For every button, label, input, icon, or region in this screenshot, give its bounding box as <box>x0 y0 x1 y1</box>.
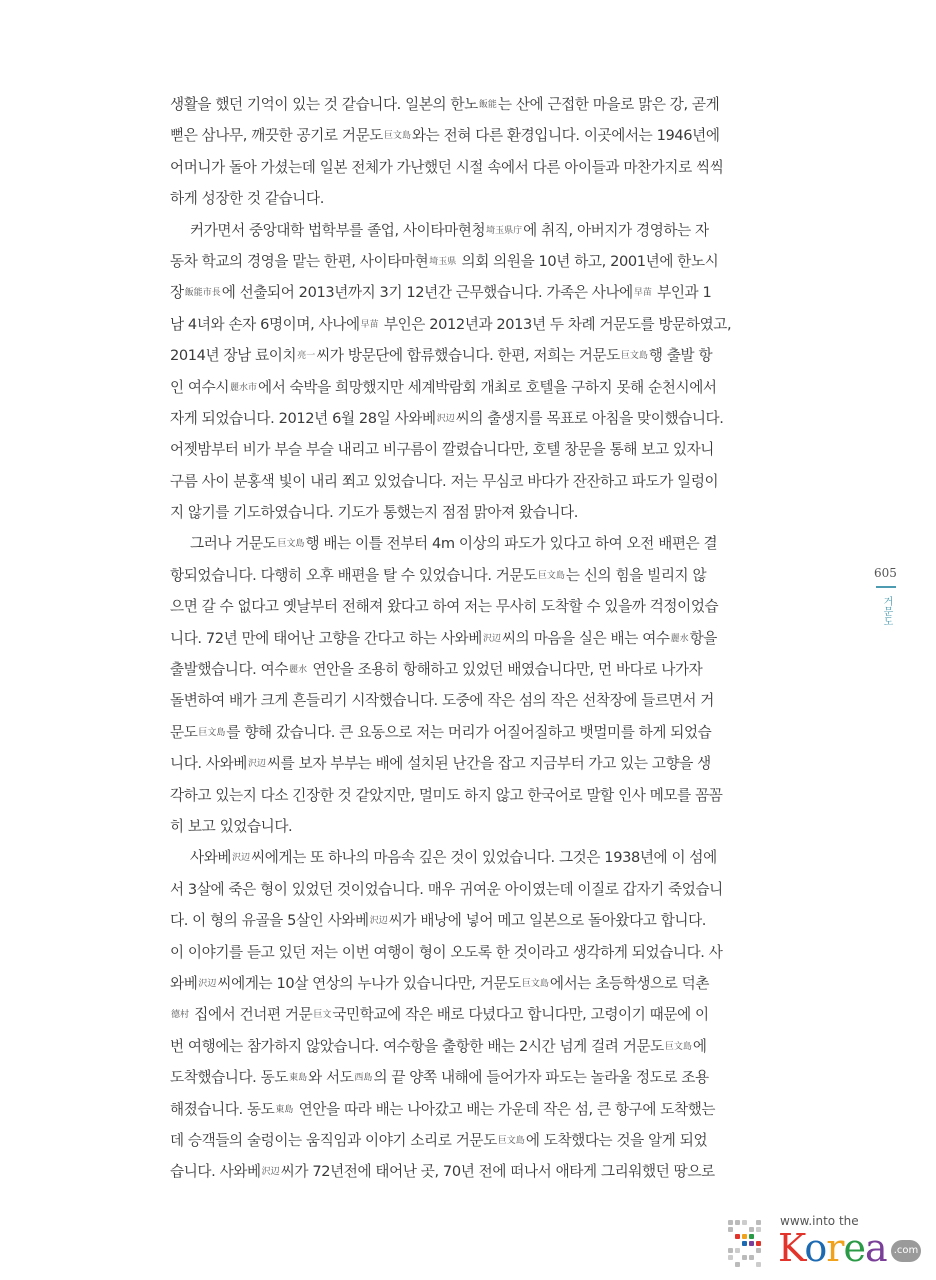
text-run: 씨가 배낭에 넣어 메고 일본으로 돌아왔다고 합니다. <box>388 912 707 930</box>
text-line <box>170 309 792 340</box>
hanja-annotation: 西島 <box>354 1073 373 1084</box>
text-line <box>170 1125 792 1156</box>
paragraph <box>170 528 792 842</box>
text-run: 씨의 출생지를 목표로 아침을 맞이했습니다. <box>455 409 724 427</box>
text-line <box>170 591 792 622</box>
text-run: 에 선출되어 2013년까지 3기 12년간 근무했습니다. 가족은 사나에 <box>221 284 633 302</box>
logo-letter: e <box>843 1226 865 1270</box>
hanja-annotation: 麗水 <box>670 633 689 644</box>
text-run: 사와베 <box>190 849 232 867</box>
hanja-annotation: 沢辺 <box>261 1167 280 1178</box>
hanja-annotation: 飯能市長 <box>184 288 221 299</box>
text-run: 서 3살에 죽은 형이 있었던 것이었습니다. 매우 귀여운 아이였는데 이질로 갑자기 죽었습니 <box>170 880 723 898</box>
logo-dot-mark-icon <box>728 1220 768 1270</box>
text-run: 씨를 보자 부부는 배에 설치된 난간을 잡고 지금부터 가고 있는 고향을 생 <box>266 755 711 773</box>
logo-brand-text <box>778 1226 887 1270</box>
text-line <box>170 466 792 497</box>
text-run: 그러나 거문도 <box>190 535 277 553</box>
text-run: 문도 <box>170 723 198 741</box>
text-run: 남 4녀와 손자 6명이며, 사나에 <box>170 315 360 333</box>
paragraph <box>170 842 792 1187</box>
hanja-annotation: 早苗 <box>633 288 652 299</box>
text-run: 를 향해 갔습니다. 큰 요동으로 저는 머리가 어질어질하고 뱃멀미를 하게 되었습 <box>226 723 712 741</box>
text-run: 는 산에 근접한 마을로 맑은 강, 곧게 <box>497 96 720 113</box>
hanja-annotation: 沢辺 <box>232 853 251 864</box>
text-line <box>170 968 792 999</box>
text-line <box>170 528 792 559</box>
logo-tld-badge: .com <box>891 1240 921 1262</box>
text-run: 도착했습니다. 동도 <box>170 1069 289 1087</box>
text-line <box>170 497 792 528</box>
text-run: 출발했습니다. 여수 <box>170 661 289 679</box>
text-run: 국민학교에 작은 배로 다녔다고 합니다만, 고령이기 때문에 이 <box>332 1006 709 1024</box>
text-run: 행 출발 항 <box>648 347 713 365</box>
hanja-annotation: 沢辺 <box>369 916 388 927</box>
hanja-annotation: 沢辺 <box>198 978 217 989</box>
text-run: 와는 전혀 다른 환경입니다. 이곳에서는 1946년에 <box>411 127 720 145</box>
text-run: 씨가 방문단에 합류했습니다. 한편, 저희는 거문도 <box>316 347 620 365</box>
text-run: 뻗은 삼나무, 깨끗한 공기로 거문도 <box>170 127 383 145</box>
hanja-annotation: 巨文島 <box>497 1135 525 1146</box>
text-line <box>170 905 792 936</box>
text-line <box>170 215 792 246</box>
text-line <box>170 372 792 403</box>
text-line <box>170 340 792 371</box>
paragraph <box>170 215 792 529</box>
hanja-annotation: 沢辺 <box>436 413 455 424</box>
text-run: 커가면서 중앙대학 법학부를 졸업, 사이타마현청 <box>190 221 486 239</box>
hanja-annotation: 巨文島 <box>521 978 549 989</box>
text-run: 의 끝 양쪽 내해에 들어가자 파도는 놀라울 정도로 조용 <box>373 1069 709 1087</box>
text-run: 히 보고 있었습니다. <box>170 817 293 835</box>
hanja-annotation: 麗水市 <box>230 382 258 393</box>
text-run: 번 여행에는 참가하지 않았습니다. 여수항을 출항한 배는 2시간 넘게 걸려 거문도 <box>170 1037 664 1055</box>
text-run: 에서는 초등학생으로 덕촌 <box>549 974 710 992</box>
text-run: 연안을 조용히 항해하고 있었던 배였습니다만, 먼 바다로 나가자 <box>308 661 703 679</box>
hanja-annotation: 埼玉県庁 <box>486 225 523 236</box>
text-line <box>170 1156 792 1187</box>
text-run: 에 취직, 아버지가 경영하는 자 <box>523 221 709 239</box>
hanja-annotation: 沢辺 <box>482 633 501 644</box>
text-run: 집에서 건너편 거문 <box>190 1006 313 1024</box>
text-run: 항을 <box>689 629 718 647</box>
hanja-annotation: 巨文 <box>313 1010 332 1021</box>
text-run: 습니다. 사와베 <box>170 1163 261 1181</box>
text-run: 씨의 마음을 실은 배는 여수 <box>501 629 670 647</box>
text-run: 와베 <box>170 974 198 992</box>
text-run: 어머니가 돌아 가셨는데 일본 전체가 가난했던 시절 속에서 다른 아이들과 마찬가지로 씩씩 <box>170 158 724 176</box>
text-run: 씨가 72년전에 태어난 곳, 70년 전에 떠나서 애타게 그리워했던 땅으로 <box>280 1163 715 1181</box>
hanja-annotation: 沢辺 <box>247 759 266 770</box>
text-run: 니다. 사와베 <box>170 755 247 773</box>
text-run: 장 <box>170 284 184 302</box>
text-run: 인 여수시 <box>170 378 230 396</box>
text-line <box>170 120 792 151</box>
logo-letter: K <box>778 1226 805 1270</box>
text-run: 돌변하여 배가 크게 흔들리기 시작했습니다. 도중에 작은 섬의 작은 선착장에 들르면서 거 <box>170 692 714 710</box>
page-number: 605 <box>874 566 897 580</box>
paragraph <box>170 89 792 215</box>
text-run: 자게 되었습니다. 2012년 6월 28일 사와베 <box>170 409 436 427</box>
text-run: 각하고 있는지 다소 긴장한 것 같았지만, 멀미도 하지 않고 한국어로 말할 인사 메모를 꼼꼼 <box>170 786 723 804</box>
hanja-annotation: 東島 <box>289 1073 308 1084</box>
logo-letter: o <box>804 1226 827 1270</box>
hanja-annotation: 巨文島 <box>277 539 305 550</box>
hanja-annotation: 埼玉県 <box>429 256 457 267</box>
text-run: 해졌습니다. 동도 <box>170 1100 275 1118</box>
text-run: 씨에게는 10살 연상의 누나가 있습니다만, 거문도 <box>217 974 521 992</box>
text-run: 에 도착했다는 것을 알게 되었 <box>525 1131 708 1149</box>
text-run: 항되었습니다. 다행히 오후 배편을 탈 수 있었습니다. 거문도 <box>170 566 537 584</box>
text-run: 는 신의 힘을 빌리지 않 <box>565 566 707 584</box>
text-run: 어젯밤부터 비가 부슬 부슬 내리고 비구름이 깔렸습니다만, 호텔 창문을 통해 보고 있자니 <box>170 441 714 459</box>
text-run: 와 서도 <box>308 1069 354 1087</box>
text-line <box>170 246 792 277</box>
text-run: 으면 갈 수 없다고 옛날부터 전해져 왔다고 하여 저는 무사히 도착할 수 있을까 걱정이었습 <box>170 598 719 616</box>
text-line <box>170 183 792 214</box>
page-number-rule <box>876 586 896 588</box>
logo-letter: a <box>864 1226 887 1270</box>
text-run: 다. 이 형의 유골을 5살인 사와베 <box>170 912 369 930</box>
hanja-annotation: 東島 <box>275 1104 294 1115</box>
text-run: 의회 의원을 10년 하고, 2001년에 한노시 <box>457 252 719 270</box>
text-run: 하게 성장한 것 같습니다. <box>170 190 324 208</box>
into-the-korea-logo <box>728 1212 924 1274</box>
text-line <box>170 152 792 183</box>
text-line <box>170 623 792 654</box>
hanja-annotation: 亮一 <box>297 351 316 362</box>
text-run: 행 배는 이틀 전부터 4m 이상의 파도가 있다고 하여 오전 배편은 결 <box>305 535 718 553</box>
text-run: 부인은 2012년과 2013년 두 차례 거문도를 방문하였고, <box>379 315 732 333</box>
text-line <box>170 999 792 1030</box>
text-run: 동차 학교의 경영을 맡는 한편, 사이타마현 <box>170 252 429 270</box>
text-line <box>170 717 792 748</box>
text-run: 2014년 장남 료이치 <box>170 347 297 365</box>
logo-letter: r <box>826 1226 844 1270</box>
text-run: 씨에게는 또 하나의 마음속 깊은 것이 있었습니다. 그것은 1938년에 이 섬에 <box>251 849 717 867</box>
text-line <box>170 780 792 811</box>
hanja-annotation: 巨文島 <box>198 727 226 738</box>
hanja-annotation: 德村 <box>171 1010 190 1021</box>
section-title: 거문도 <box>881 596 892 626</box>
text-line <box>170 277 792 308</box>
text-run: 생활을 했던 기억이 있는 것 같습니다. 일본의 한노 <box>170 96 478 113</box>
text-line <box>170 560 792 591</box>
text-run: 에 <box>692 1037 707 1055</box>
text-line <box>170 842 792 873</box>
body-text <box>170 89 792 1188</box>
logo-small-text: www.into the <box>780 1214 859 1228</box>
hanja-annotation: 巨文島 <box>664 1041 692 1052</box>
text-run: 지 않기를 기도하였습니다. 기도가 통했는지 점점 맑아져 왔습니다. <box>170 504 578 522</box>
text-run: 구름 사이 분홍색 빛이 내리 쬐고 있었습니다. 저는 무심코 바다가 잔잔하고 파도가 일렁이 <box>170 472 719 490</box>
hanja-annotation: 巨文島 <box>537 570 565 581</box>
text-run: 이 이야기를 듣고 있던 저는 이번 여행이 형이 오도록 한 것이라고 생각하게 되었습니다. 사 <box>170 943 723 961</box>
hanja-annotation: 早苗 <box>360 319 379 330</box>
text-line <box>170 937 792 968</box>
hanja-annotation: 麗水 <box>289 665 308 676</box>
text-line <box>170 89 792 120</box>
text-run: 니다. 72년 만에 태어난 고향을 간다고 하는 사와베 <box>170 629 482 647</box>
text-line <box>170 1062 792 1093</box>
text-line <box>170 434 792 465</box>
text-run: 부인과 1 <box>652 284 712 302</box>
text-run: 데 승객들의 술렁이는 움직임과 이야기 소리로 거문도 <box>170 1131 497 1149</box>
text-line <box>170 654 792 685</box>
text-line <box>170 685 792 716</box>
text-line <box>170 1031 792 1062</box>
text-line <box>170 1094 792 1125</box>
text-line <box>170 748 792 779</box>
hanja-annotation: 巨文島 <box>383 131 411 142</box>
hanja-annotation: 巨文島 <box>620 351 648 362</box>
text-line <box>170 874 792 905</box>
text-line <box>170 403 792 434</box>
text-line <box>170 811 792 842</box>
text-run: 연안을 따라 배는 나아갔고 배는 가운데 작은 섬, 큰 항구에 도착했는 <box>294 1100 716 1118</box>
hanja-annotation: 飯能 <box>478 100 497 110</box>
text-run: 에서 숙박을 희망했지만 세계박람회 개최로 호텔을 구하지 못해 순천시에서 <box>258 378 717 396</box>
